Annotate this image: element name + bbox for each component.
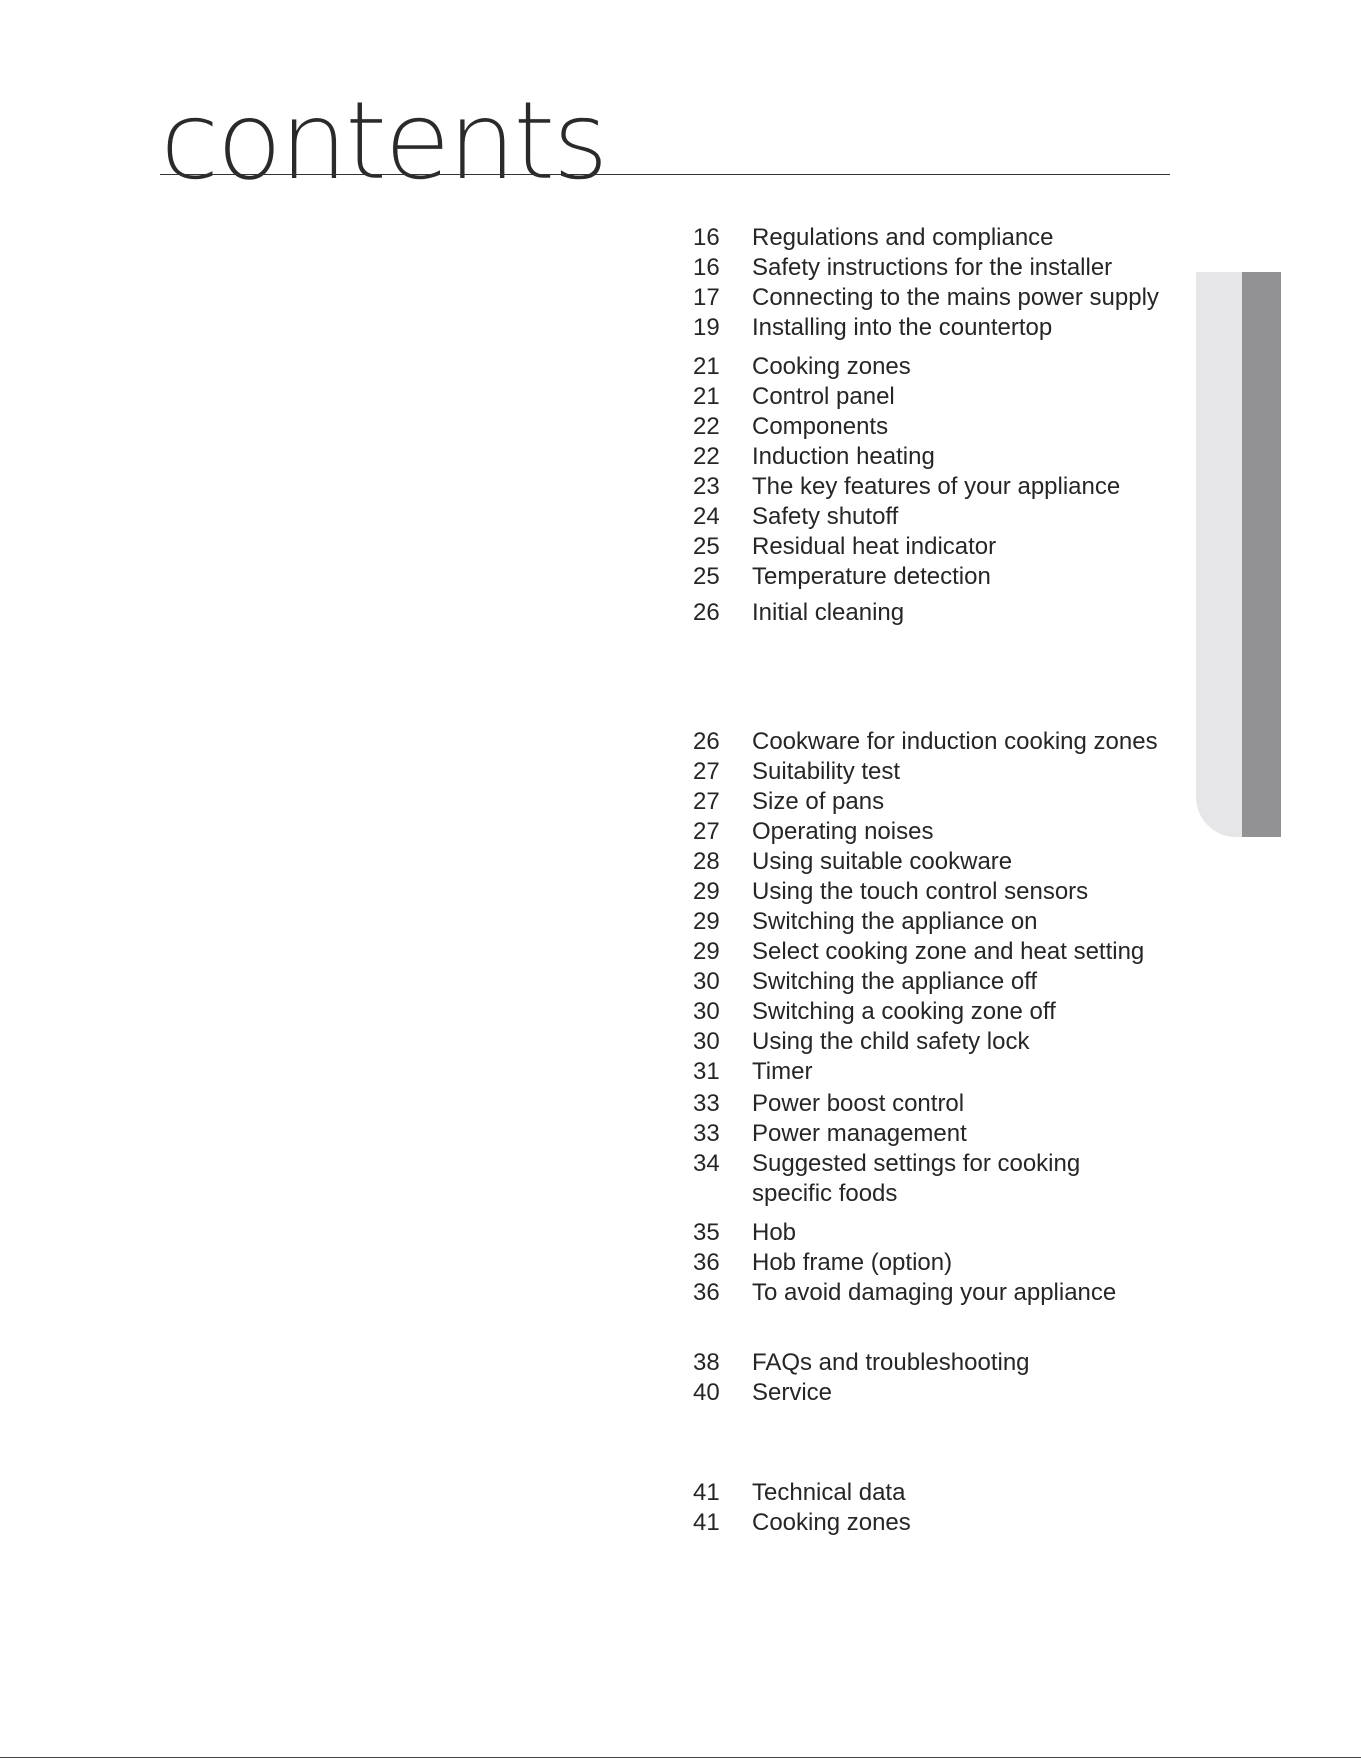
toc-entry-title: Hob frame (option) bbox=[752, 1249, 953, 1276]
toc-entry-title: Temperature detection bbox=[752, 563, 991, 590]
toc-entry-title: Power boost control bbox=[752, 1090, 965, 1117]
toc-page-number: 36 bbox=[693, 1249, 720, 1276]
toc-entry[interactable] bbox=[693, 877, 1183, 907]
toc-entry[interactable] bbox=[693, 412, 1183, 442]
toc-entry[interactable] bbox=[693, 1378, 1183, 1408]
toc-entry-title: Control panel bbox=[752, 383, 895, 410]
toc-entry-title: Using suitable cookware bbox=[752, 848, 1013, 875]
toc-entry-title: FAQs and troubleshooting bbox=[752, 1349, 1030, 1376]
toc-entry-title: Select cooking zone and heat setting bbox=[752, 938, 1145, 965]
toc-page-number: 28 bbox=[693, 848, 720, 875]
toc-page-number: 25 bbox=[693, 563, 720, 590]
toc-entry-title: Suitability test bbox=[752, 758, 901, 785]
toc-page-number: 19 bbox=[693, 314, 720, 341]
toc-entry-title: Residual heat indicator bbox=[752, 533, 997, 560]
toc-entry[interactable] bbox=[693, 442, 1183, 472]
toc-page-number: 41 bbox=[693, 1479, 720, 1506]
side-tab-light bbox=[1196, 272, 1242, 837]
toc-page-number: 30 bbox=[693, 968, 720, 995]
toc-entry[interactable] bbox=[693, 253, 1183, 283]
toc-page-number: 36 bbox=[693, 1279, 720, 1306]
toc-entry[interactable] bbox=[693, 1478, 1183, 1508]
toc-entry-title: Using the touch control sensors bbox=[752, 878, 1089, 905]
toc-entry-title: Operating noises bbox=[752, 818, 934, 845]
toc-entry[interactable] bbox=[693, 787, 1183, 817]
toc-entry[interactable] bbox=[693, 502, 1183, 532]
toc-entry[interactable] bbox=[693, 313, 1183, 343]
toc-entry[interactable] bbox=[693, 757, 1183, 787]
toc-entry-title: Power management bbox=[752, 1120, 967, 1147]
toc-entry-title: Suggested settings for cooking specific foods bbox=[752, 1150, 1081, 1207]
toc-entry-title: Cooking zones bbox=[752, 1509, 911, 1536]
toc-entry[interactable] bbox=[693, 907, 1183, 937]
toc-entry-title: Hob bbox=[752, 1219, 797, 1246]
toc-page-number: 29 bbox=[693, 878, 720, 905]
toc-page-number: 33 bbox=[693, 1090, 720, 1117]
toc-page-number: 26 bbox=[693, 728, 720, 755]
toc-entry[interactable] bbox=[693, 727, 1183, 757]
toc-entry[interactable] bbox=[693, 1119, 1183, 1149]
toc-entry-title: Using the child safety lock bbox=[752, 1028, 1030, 1055]
toc-entry[interactable] bbox=[693, 967, 1183, 997]
page-title: contents bbox=[160, 79, 606, 204]
toc-page-number: 21 bbox=[693, 353, 720, 380]
toc-page-number: 33 bbox=[693, 1120, 720, 1147]
toc-page-number: 30 bbox=[693, 1028, 720, 1055]
bottom-divider bbox=[0, 1757, 1361, 1758]
toc-page-number: 27 bbox=[693, 758, 720, 785]
toc-entry-title: Installing into the countertop bbox=[752, 314, 1053, 341]
toc-entry-title: Cooking zones bbox=[752, 353, 911, 380]
toc-page-number: 23 bbox=[693, 473, 720, 500]
toc-page-number: 26 bbox=[693, 599, 720, 626]
toc-entry-title: Cookware for induction cooking zones bbox=[752, 728, 1158, 755]
toc-entry-title: The key features of your appliance bbox=[752, 473, 1121, 500]
toc-entry-title: Service bbox=[752, 1379, 833, 1406]
toc-entry-title: Induction heating bbox=[752, 443, 935, 470]
toc-entry-title: Components bbox=[752, 413, 889, 440]
toc-entry-title: Size of pans bbox=[752, 788, 885, 815]
toc-entry-title: Switching a cooking zone off bbox=[752, 998, 1056, 1025]
toc-entry-title: Safety instructions for the installer bbox=[752, 254, 1113, 281]
toc-entry-title: Switching the appliance off bbox=[752, 968, 1038, 995]
toc-page-number: 21 bbox=[693, 383, 720, 410]
toc-page-number: 22 bbox=[693, 443, 720, 470]
toc-entry-title: Connecting to the mains power supply bbox=[752, 284, 1159, 311]
toc-entry[interactable] bbox=[693, 997, 1183, 1027]
toc-entry[interactable] bbox=[693, 1248, 1183, 1278]
toc-entry[interactable] bbox=[693, 1027, 1183, 1057]
toc-page-number: 27 bbox=[693, 788, 720, 815]
toc-entry[interactable] bbox=[693, 472, 1183, 502]
toc-entry[interactable] bbox=[693, 847, 1183, 877]
toc-page-number: 35 bbox=[693, 1219, 720, 1246]
toc-entry[interactable] bbox=[693, 598, 1183, 628]
toc-entry[interactable] bbox=[693, 1218, 1183, 1248]
toc-entry[interactable] bbox=[693, 352, 1183, 382]
toc-page-number: 29 bbox=[693, 908, 720, 935]
toc-page-number: 41 bbox=[693, 1509, 720, 1536]
toc-entry[interactable] bbox=[693, 1348, 1183, 1378]
toc-page-number: 29 bbox=[693, 938, 720, 965]
toc-page-number: 31 bbox=[693, 1058, 720, 1085]
toc-entry[interactable] bbox=[693, 937, 1183, 967]
toc-entry[interactable] bbox=[693, 532, 1183, 562]
toc-entry[interactable] bbox=[693, 1149, 1183, 1209]
toc-entry[interactable] bbox=[693, 382, 1183, 412]
toc-entry[interactable] bbox=[693, 1278, 1183, 1308]
toc-entry-title: To avoid damaging your appliance bbox=[752, 1279, 1117, 1306]
toc-page-number: 17 bbox=[693, 284, 720, 311]
toc-entry[interactable] bbox=[693, 223, 1183, 253]
toc-page-number: 16 bbox=[693, 224, 720, 251]
toc-entry[interactable] bbox=[693, 562, 1183, 592]
toc-page-number: 30 bbox=[693, 998, 720, 1025]
toc-page-number: 16 bbox=[693, 254, 720, 281]
toc-page-number: 40 bbox=[693, 1379, 720, 1406]
toc-entry-title: Safety shutoff bbox=[752, 503, 899, 530]
toc-entry-title: Technical data bbox=[752, 1479, 906, 1506]
side-tab-dark bbox=[1242, 272, 1281, 837]
toc-entry[interactable] bbox=[693, 1508, 1183, 1538]
toc-page-number: 34 bbox=[693, 1150, 720, 1177]
toc-entry-title: Regulations and compliance bbox=[752, 224, 1054, 251]
toc-entry[interactable] bbox=[693, 283, 1183, 313]
toc-page-number: 22 bbox=[693, 413, 720, 440]
toc-entry-title: Initial cleaning bbox=[752, 599, 905, 626]
toc-entry-title: Switching the appliance on bbox=[752, 908, 1038, 935]
toc-entry[interactable] bbox=[693, 1089, 1183, 1119]
toc-page-number: 27 bbox=[693, 818, 720, 845]
toc-page-number: 25 bbox=[693, 533, 720, 560]
toc-page-number: 24 bbox=[693, 503, 720, 530]
toc-page-number: 38 bbox=[693, 1349, 720, 1376]
toc-entry-title: Timer bbox=[752, 1058, 813, 1085]
toc-entry[interactable] bbox=[693, 1057, 1183, 1087]
toc-entry[interactable] bbox=[693, 817, 1183, 847]
